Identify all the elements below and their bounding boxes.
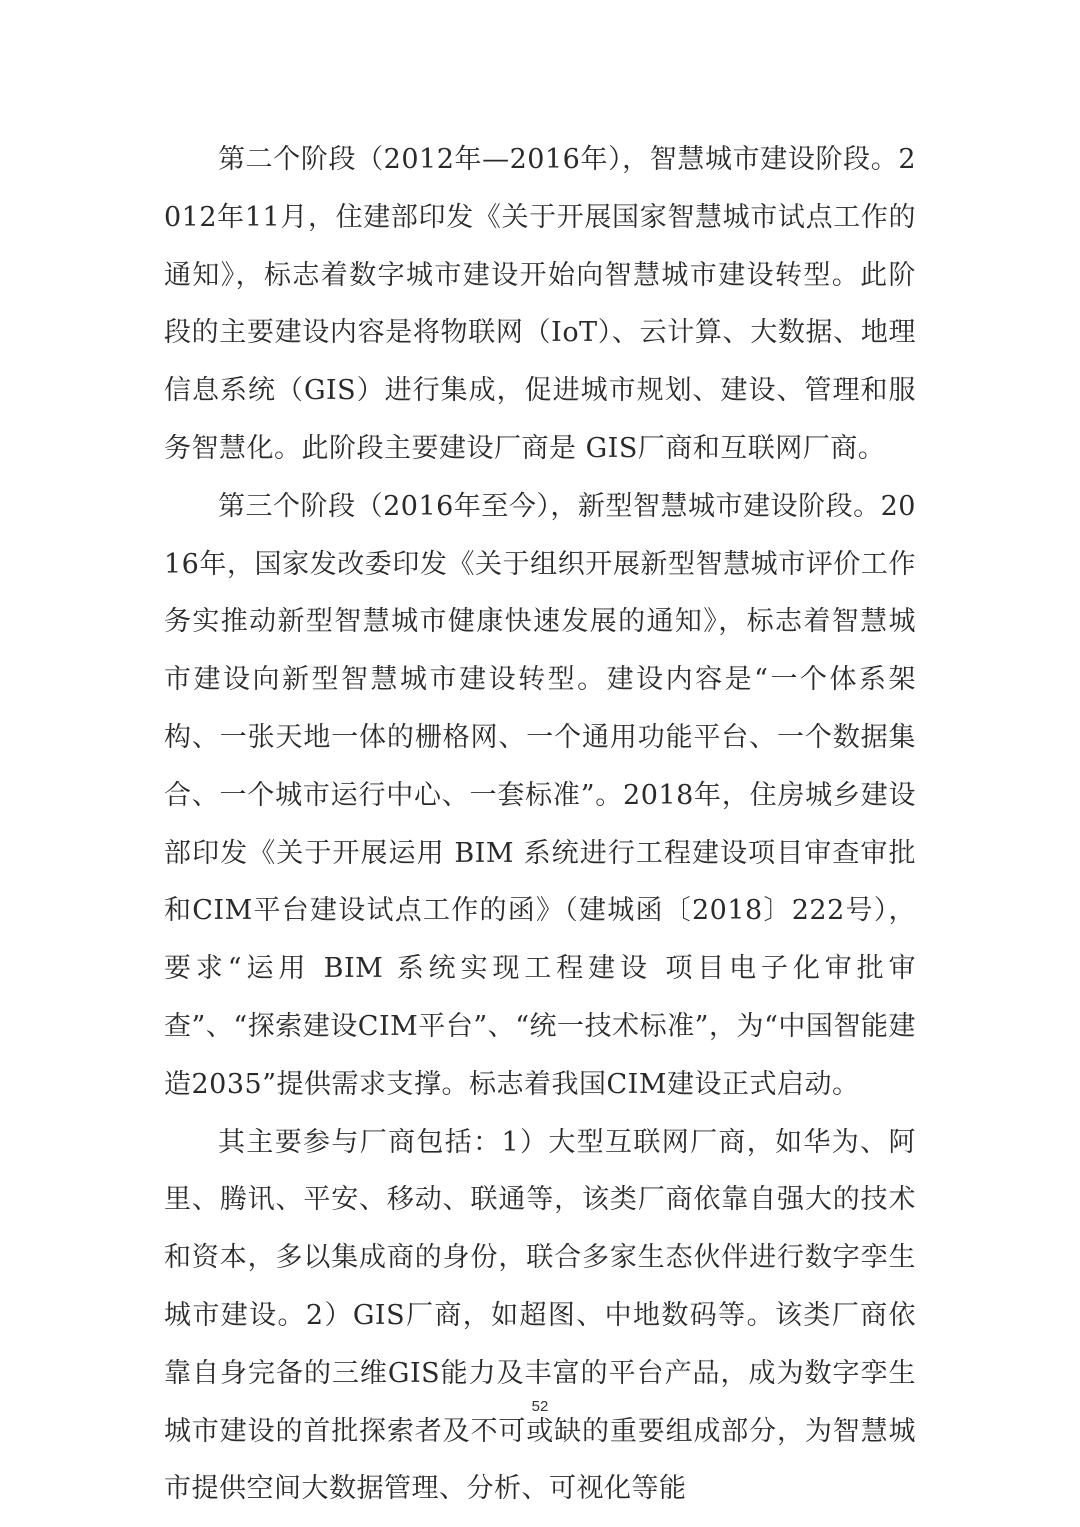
paragraph-stage-three: 第三个阶段（2016年至今），新型智慧城市建设阶段。2016年，国家发改委印发《关于组织开展新型智慧城市评价工作务实推动新型智慧城市健康快速发展的通知》，标志着智慧城市建设向新型智慧城市建设转型。建设内容是“一个体系架构、一张天地一体的栅格网、一个通用功能平台、一个数据集合、一个城市运行中心、一套标准”。2018年，住房城乡建设部印发《关于开展运用 BIM 系统进行工程建设项目审查审批和CIM平台建设试点工作的函》（建城函〔2018〕222号），要求“运用 BIM 系统实现工程建设 项目电子化审批审查”、“探索建设CIM平台”、“统一技术标准”，为“中国智能建造2035”提供需求支撑。标志着我国CIM建设正式启动。	[164, 490, 916, 1100]
paragraph-vendors: 其主要参与厂商包括：1）大型互联网厂商，如华为、阿里、腾讯、平安、移动、联通等，该类厂商依靠自强大的技术和资本，多以集成商的身份，联合多家生态伙伴进行数字孪生城市建设。2）GIS厂商，如超图、中地数码等。该类厂商依靠自身完备的三维GIS能力及丰富的平台产品，成为数字孪生城市建设的首批探索者及不可或缺的重要组成部分，为智慧城市提供空间大数据管理、分析、可视化等能	[164, 1126, 916, 1505]
document-body	[164, 131, 916, 1518]
page-number: 52	[531, 1398, 549, 1415]
paragraph-stage-two: 第二个阶段（2012年—2016年），智慧城市建设阶段。2012年11月，住建部印发《关于开展国家智慧城市试点工作的通知》，标志着数字城市建设开始向智慧城市建设转型。此阶段的主要建设内容是将物联网（IoT）、云计算、大数据、地理信息系统（GIS）进行集成，促进城市规划、建设、管理和服务智慧化。此阶段主要建设厂商是 GIS厂商和互联网厂商。	[164, 144, 916, 464]
